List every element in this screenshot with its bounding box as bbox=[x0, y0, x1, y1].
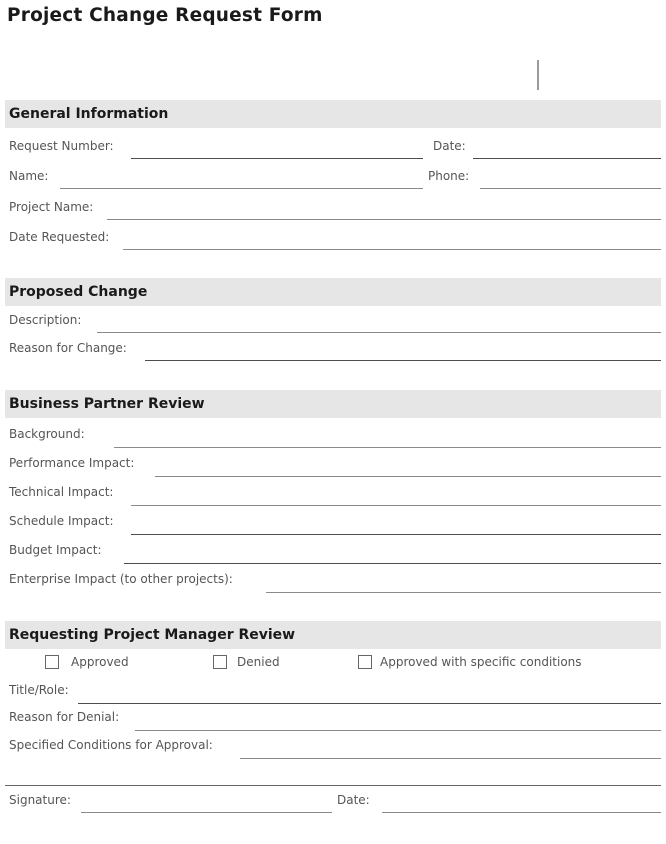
conditions-for-approval-label: Specified Conditions for Approval: bbox=[9, 738, 213, 752]
technical-impact-field[interactable] bbox=[131, 505, 661, 506]
background-field[interactable] bbox=[114, 447, 661, 448]
signature-label: Signature: bbox=[9, 793, 71, 807]
signature-date-label: Date: bbox=[337, 793, 370, 807]
enterprise-impact-label: Enterprise Impact (to other projects): bbox=[9, 572, 233, 586]
denied-checkbox[interactable] bbox=[213, 655, 227, 669]
divider-mark bbox=[537, 60, 539, 90]
name-label: Name: bbox=[9, 169, 49, 183]
approved-with-conditions-checkbox[interactable] bbox=[358, 655, 372, 669]
signature-field[interactable] bbox=[81, 812, 332, 813]
budget-impact-label: Budget Impact: bbox=[9, 543, 102, 557]
reason-for-change-field[interactable] bbox=[145, 360, 661, 361]
conditions-for-approval-field[interactable] bbox=[240, 758, 661, 759]
section-divider bbox=[5, 785, 661, 786]
denied-label: Denied bbox=[237, 655, 280, 669]
performance-impact-field[interactable] bbox=[155, 476, 661, 477]
section-heading: Proposed Change bbox=[9, 284, 148, 300]
phone-field[interactable] bbox=[480, 188, 661, 189]
description-label: Description: bbox=[9, 313, 82, 327]
reason-for-denial-field[interactable] bbox=[135, 730, 661, 731]
performance-impact-label: Performance Impact: bbox=[9, 456, 135, 470]
request-number-label: Request Number: bbox=[9, 139, 114, 153]
enterprise-impact-field[interactable] bbox=[266, 592, 661, 593]
date-requested-label: Date Requested: bbox=[9, 230, 110, 244]
section-heading: General Information bbox=[9, 106, 169, 122]
name-field[interactable] bbox=[60, 188, 423, 189]
schedule-impact-label: Schedule Impact: bbox=[9, 514, 114, 528]
background-label: Background: bbox=[9, 427, 85, 441]
section-heading: Business Partner Review bbox=[9, 396, 205, 412]
description-field[interactable] bbox=[97, 332, 661, 333]
section-project-manager-review bbox=[5, 621, 661, 649]
date-field[interactable] bbox=[473, 158, 661, 159]
form-title: Project Change Request Form bbox=[7, 5, 323, 26]
approved-checkbox[interactable] bbox=[45, 655, 59, 669]
project-name-label: Project Name: bbox=[9, 200, 94, 214]
reason-for-change-label: Reason for Change: bbox=[9, 341, 127, 355]
budget-impact-field[interactable] bbox=[124, 563, 661, 564]
reason-for-denial-label: Reason for Denial: bbox=[9, 710, 120, 724]
project-name-field[interactable] bbox=[107, 219, 661, 220]
approved-with-conditions-label: Approved with specific conditions bbox=[380, 655, 582, 669]
signature-date-field[interactable] bbox=[382, 812, 661, 813]
approved-label: Approved bbox=[71, 655, 129, 669]
title-role-label: Title/Role: bbox=[9, 683, 69, 697]
request-number-field[interactable] bbox=[131, 158, 423, 159]
section-proposed-change bbox=[5, 278, 661, 306]
schedule-impact-field[interactable] bbox=[131, 534, 661, 535]
section-heading: Requesting Project Manager Review bbox=[9, 627, 296, 643]
technical-impact-label: Technical Impact: bbox=[9, 485, 114, 499]
section-business-partner-review bbox=[5, 390, 661, 418]
date-requested-field[interactable] bbox=[123, 249, 661, 250]
section-general-information bbox=[5, 100, 661, 128]
title-role-field[interactable] bbox=[78, 703, 661, 704]
date-label: Date: bbox=[433, 139, 466, 153]
phone-label: Phone: bbox=[428, 169, 470, 183]
